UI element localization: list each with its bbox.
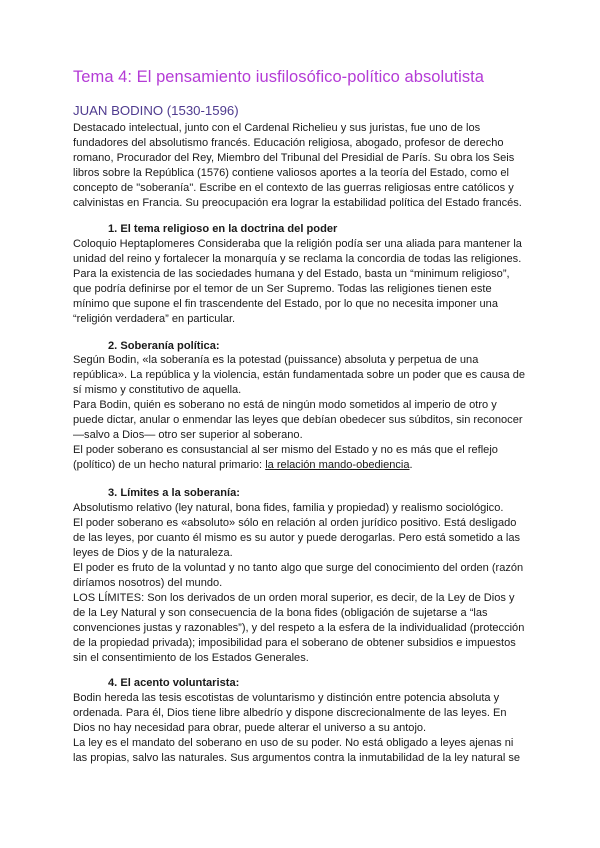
- text-line: Bodin hereda las tesis escotistas de voluntarismo y distinción entre potencia absoluta y: [73, 692, 500, 704]
- text-line: de la propiedad privada); imposibilidad para el soberano de obtener subsidios e impuestos: [73, 637, 516, 649]
- text-line: LOS LÍMITES: Son los derivados de un orden moral superior, es decir, de la Ley de Dios y: [73, 592, 515, 604]
- text-line: unidad del reino y fortalecer la monarquía y se reclama la concordia de todas las religiones.: [73, 253, 522, 265]
- text-line: Coloquio Heptaplomeres Consideraba que la religión podía ser una aliada para mantener la: [73, 238, 522, 250]
- section-heading-2: 2. Soberanía política:: [108, 340, 220, 352]
- section-heading-4: 4. El acento voluntarista:: [108, 677, 240, 689]
- text-line: libros sobre la República (1576) contiene valiosos aportes a la teoría del Estado, como el: [73, 167, 509, 179]
- author-heading: JUAN BODINO (1530-1596): [73, 103, 239, 118]
- text-line: [73, 458, 533, 473]
- section-2-text: [73, 353, 533, 473]
- text-line: república». La república y la violencia, están fundamentada sobre un poder que es causa de: [73, 369, 526, 381]
- text-line: romano, Procurador del Rey, Miembro del Tribunal del Presidial de París. Su obra los Seis: [73, 152, 515, 164]
- text-line: leyes de Dios y de la naturaleza.: [73, 547, 233, 559]
- text-fragment: (político) de un hecho natural primario:: [73, 459, 266, 471]
- underlined-phrase: la relación mando-obediencia: [265, 459, 410, 471]
- section-4-text: [73, 691, 533, 766]
- text-line: “religión verdadera” en particular.: [73, 313, 236, 325]
- text-line: puede dictar, anular o enmendar las leyes que debían obedecer sus súbditos, sin reconocer: [73, 414, 523, 426]
- text-line: sin el consentimiento de los Estados Generales.: [73, 652, 309, 664]
- text-line: de la Ley Natural y son consecuencia de la bona fides (obligación de sujetarse a “las: [73, 607, 488, 619]
- text-line: Dios no hay necesidad para obrar, puede alterar el universo a su antojo.: [73, 722, 427, 734]
- intro-paragraph: [73, 121, 533, 211]
- text-line: diríamos nosotros) del mundo.: [73, 577, 223, 589]
- text-line: Destacado intelectual, junto con el Cardenal Richelieu y sus juristas, fue uno de los: [73, 122, 481, 134]
- text-line: Para la existencia de las sociedades humana y del Estado, basta un “minimum religioso”,: [73, 268, 510, 280]
- section-heading-3: 3. Límites a la soberanía:: [108, 487, 240, 499]
- section-1-text: [73, 237, 533, 327]
- text-line: concepto de "soberanía". Escribe en el contexto de las guerras religiosas entre católicos y: [73, 182, 514, 194]
- text-line: Según Bodin, «la soberanía es la potestad (puissance) absoluta y perpetua de una: [73, 354, 479, 366]
- text-line: Absolutismo relativo (ley natural, bona fides, familia y propiedad) y realismo sociológico.: [73, 502, 504, 514]
- text-line: ordenada. Para él, Dios tiene libre albedrío y dispone discrecionalmente de las leyes. En: [73, 707, 507, 719]
- text-line: convenciones justas y razonables”), y del respeto a la esfera de la individualidad (protección: [73, 622, 525, 634]
- text-line: calvinistas en Francia. Su preocupación era lograr la estabilidad política del Estado francés.: [73, 197, 522, 209]
- text-line: sí mismo y constitutivo de aquella.: [73, 384, 242, 396]
- text-fragment: .: [409, 459, 413, 471]
- text-line: El poder soberano es «absoluto» sólo en relación al orden jurídico positivo. Está desligado: [73, 517, 517, 529]
- text-line: El poder soberano es consustancial al ser mismo del Estado y no es más que el reflejo: [73, 444, 498, 456]
- text-line: fundadores del absolutismo francés. Educación religiosa, abogado, profesor de derecho: [73, 137, 504, 149]
- text-line: Para Bodin, quién es soberano no está de ningún modo sometidos al imperio de otro y: [73, 399, 497, 411]
- section-3-text: [73, 501, 533, 666]
- text-line: las propias, salvo las naturales. Sus argumentos contra la inmutabilidad de la ley natural se: [73, 752, 521, 764]
- text-line: que podría definirse por el temor de un Ser Supremo. Todas las religiones tienen este: [73, 283, 492, 295]
- text-line: de las leyes, por cuanto él mismo es su autor y puede derogarlas. Pero está sometido a las: [73, 532, 521, 544]
- text-line: mínimo que supone el fin trascendente del Estado, por lo que no necesita imponer una: [73, 298, 498, 310]
- text-line: La ley es el mandato del soberano en uso de su poder. No está obligado a leyes ajenas ni: [73, 737, 514, 749]
- section-heading-1: 1. El tema religioso en la doctrina del poder: [108, 223, 338, 235]
- page-title: Tema 4: El pensamiento iusfilosófico-político absolutista: [73, 68, 484, 86]
- text-line: El poder es fruto de la voluntad y no tanto algo que surge del conocimiento del orden (razón: [73, 562, 524, 574]
- text-line: —salvo a Dios— otro ser superior al soberano.: [73, 429, 303, 441]
